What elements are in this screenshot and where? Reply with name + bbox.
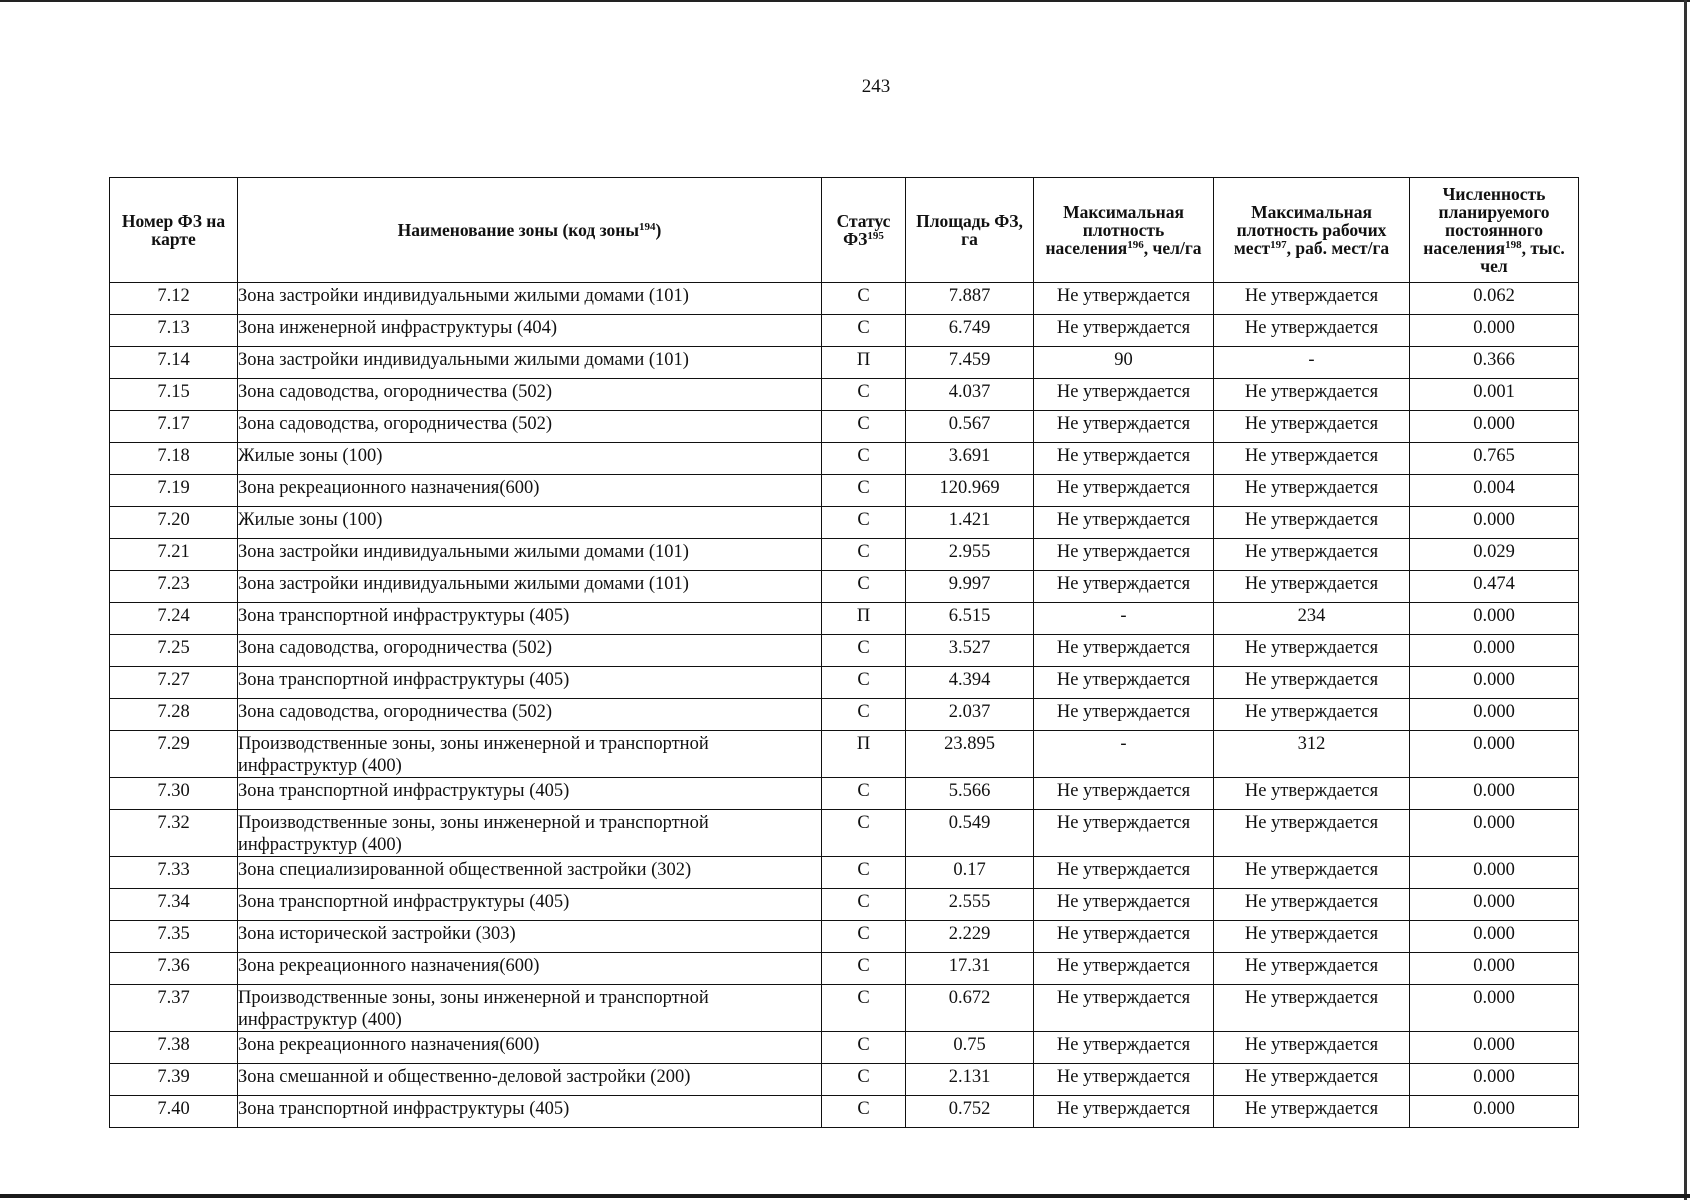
cell-population-density: Не утверждается bbox=[1034, 507, 1214, 539]
header-zone-name: Наименование зоны (код зоны$^{194}$) bbox=[238, 178, 822, 283]
cell-zone-area: 6.515 bbox=[906, 603, 1034, 635]
cell-planned-population: 0.000 bbox=[1410, 635, 1579, 667]
cell-population-density: Не утверждается bbox=[1034, 315, 1214, 347]
cell-population-density: Не утверждается bbox=[1034, 379, 1214, 411]
cell-zone-name: Производственные зоны, зоны инженерной и транспортной инфраструктур (400) bbox=[238, 985, 822, 1032]
table-row bbox=[110, 347, 1579, 379]
cell-zone-number: 7.28 bbox=[110, 699, 238, 731]
cell-population-density: Не утверждается bbox=[1034, 699, 1214, 731]
cell-zone-number: 7.40 bbox=[110, 1096, 238, 1128]
cell-zone-area: 6.749 bbox=[906, 315, 1034, 347]
cell-population-density: Не утверждается bbox=[1034, 1032, 1214, 1064]
cell-zone-number: 7.19 bbox=[110, 475, 238, 507]
cell-job-density: 312 bbox=[1214, 731, 1410, 778]
cell-planned-population: 0.000 bbox=[1410, 953, 1579, 985]
cell-zone-area: 2.555 bbox=[906, 889, 1034, 921]
cell-population-density: Не утверждается bbox=[1034, 411, 1214, 443]
cell-job-density: Не утверждается bbox=[1214, 667, 1410, 699]
table-row bbox=[110, 667, 1579, 699]
cell-job-density: Не утверждается bbox=[1214, 475, 1410, 507]
cell-zone-number: 7.39 bbox=[110, 1064, 238, 1096]
table-row bbox=[110, 889, 1579, 921]
cell-zone-name: Зона рекреационного назначения(600) bbox=[238, 475, 822, 507]
cell-zone-status: С bbox=[822, 315, 906, 347]
cell-job-density: Не утверждается bbox=[1214, 857, 1410, 889]
zones-table bbox=[109, 177, 1579, 1128]
cell-zone-name: Зона садоводства, огородничества (502) bbox=[238, 635, 822, 667]
table-row bbox=[110, 857, 1579, 889]
cell-job-density: Не утверждается bbox=[1214, 953, 1410, 985]
cell-zone-number: 7.14 bbox=[110, 347, 238, 379]
cell-planned-population: 0.000 bbox=[1410, 1064, 1579, 1096]
table-row bbox=[110, 603, 1579, 635]
cell-zone-status: С bbox=[822, 283, 906, 315]
cell-job-density: Не утверждается bbox=[1214, 810, 1410, 857]
cell-zone-area: 17.31 bbox=[906, 953, 1034, 985]
cell-planned-population: 0.000 bbox=[1410, 667, 1579, 699]
table-row bbox=[110, 443, 1579, 475]
table-row bbox=[110, 1096, 1579, 1128]
cell-zone-area: 4.037 bbox=[906, 379, 1034, 411]
table-row bbox=[110, 731, 1579, 778]
cell-zone-area: 0.17 bbox=[906, 857, 1034, 889]
cell-job-density: Не утверждается bbox=[1214, 699, 1410, 731]
cell-planned-population: 0.004 bbox=[1410, 475, 1579, 507]
cell-zone-name: Зона застройки индивидуальными жилыми домами (101) bbox=[238, 571, 822, 603]
cell-job-density: Не утверждается bbox=[1214, 443, 1410, 475]
cell-zone-status: С bbox=[822, 411, 906, 443]
cell-population-density: Не утверждается bbox=[1034, 778, 1214, 810]
cell-zone-status: С bbox=[822, 889, 906, 921]
table-row bbox=[110, 315, 1579, 347]
cell-zone-number: 7.38 bbox=[110, 1032, 238, 1064]
cell-zone-status: С bbox=[822, 667, 906, 699]
cell-population-density: Не утверждается bbox=[1034, 539, 1214, 571]
cell-zone-number: 7.36 bbox=[110, 953, 238, 985]
cell-zone-area: 7.887 bbox=[906, 283, 1034, 315]
cell-zone-status: П bbox=[822, 603, 906, 635]
table-row bbox=[110, 1064, 1579, 1096]
cell-zone-number: 7.35 bbox=[110, 921, 238, 953]
cell-planned-population: 0.000 bbox=[1410, 1032, 1579, 1064]
cell-zone-status: С bbox=[822, 857, 906, 889]
cell-zone-status: П bbox=[822, 347, 906, 379]
cell-population-density: Не утверждается bbox=[1034, 953, 1214, 985]
cell-zone-name: Зона исторической застройки (303) bbox=[238, 921, 822, 953]
cell-zone-number: 7.20 bbox=[110, 507, 238, 539]
table-row bbox=[110, 635, 1579, 667]
cell-zone-number: 7.30 bbox=[110, 778, 238, 810]
cell-job-density: Не утверждается bbox=[1214, 283, 1410, 315]
table-row bbox=[110, 921, 1579, 953]
cell-zone-status: С bbox=[822, 1064, 906, 1096]
cell-zone-status: С bbox=[822, 571, 906, 603]
table-row bbox=[110, 810, 1579, 857]
table-header-row bbox=[110, 178, 1579, 283]
cell-planned-population: 0.000 bbox=[1410, 889, 1579, 921]
cell-zone-area: 0.75 bbox=[906, 1032, 1034, 1064]
cell-job-density: Не утверждается bbox=[1214, 1096, 1410, 1128]
cell-job-density: Не утверждается bbox=[1214, 411, 1410, 443]
scan-edge-top bbox=[0, 0, 1690, 2]
cell-zone-number: 7.17 bbox=[110, 411, 238, 443]
cell-zone-number: 7.29 bbox=[110, 731, 238, 778]
cell-zone-number: 7.32 bbox=[110, 810, 238, 857]
cell-job-density: Не утверждается bbox=[1214, 985, 1410, 1032]
cell-population-density: Не утверждается bbox=[1034, 889, 1214, 921]
cell-zone-area: 3.691 bbox=[906, 443, 1034, 475]
cell-zone-name: Производственные зоны, зоны инженерной и транспортной инфраструктур (400) bbox=[238, 731, 822, 778]
cell-planned-population: 0.000 bbox=[1410, 411, 1579, 443]
cell-zone-name: Зона застройки индивидуальными жилыми домами (101) bbox=[238, 283, 822, 315]
cell-planned-population: 0.474 bbox=[1410, 571, 1579, 603]
cell-zone-name: Зона специализированной общественной застройки (302) bbox=[238, 857, 822, 889]
cell-zone-name: Зона транспортной инфраструктуры (405) bbox=[238, 603, 822, 635]
cell-zone-area: 1.421 bbox=[906, 507, 1034, 539]
cell-planned-population: 0.000 bbox=[1410, 699, 1579, 731]
cell-zone-area: 4.394 bbox=[906, 667, 1034, 699]
table-row bbox=[110, 953, 1579, 985]
cell-zone-number: 7.13 bbox=[110, 315, 238, 347]
cell-zone-name: Зона садоводства, огородничества (502) bbox=[238, 379, 822, 411]
cell-planned-population: 0.000 bbox=[1410, 603, 1579, 635]
cell-planned-population: 0.000 bbox=[1410, 731, 1579, 778]
cell-job-density: Не утверждается bbox=[1214, 635, 1410, 667]
cell-zone-name: Зона застройки индивидуальными жилыми домами (101) bbox=[238, 347, 822, 379]
cell-job-density: Не утверждается bbox=[1214, 921, 1410, 953]
cell-population-density: Не утверждается bbox=[1034, 1064, 1214, 1096]
cell-job-density: Не утверждается bbox=[1214, 1032, 1410, 1064]
table-row bbox=[110, 571, 1579, 603]
cell-zone-name: Зона транспортной инфраструктуры (405) bbox=[238, 1096, 822, 1128]
header-job-density: Максимальная плотность рабочих мест$^{197}$, раб. мест/га bbox=[1214, 178, 1410, 283]
cell-population-density: Не утверждается bbox=[1034, 571, 1214, 603]
header-zone-number: Номер ФЗ на карте bbox=[110, 178, 238, 283]
table-row bbox=[110, 379, 1579, 411]
cell-zone-number: 7.33 bbox=[110, 857, 238, 889]
cell-zone-number: 7.18 bbox=[110, 443, 238, 475]
cell-zone-status: С bbox=[822, 443, 906, 475]
cell-planned-population: 0.000 bbox=[1410, 921, 1579, 953]
table-row bbox=[110, 411, 1579, 443]
table-row bbox=[110, 475, 1579, 507]
cell-zone-area: 0.752 bbox=[906, 1096, 1034, 1128]
cell-planned-population: 0.000 bbox=[1410, 857, 1579, 889]
table-row bbox=[110, 1032, 1579, 1064]
cell-zone-status: П bbox=[822, 731, 906, 778]
cell-population-density: Не утверждается bbox=[1034, 1096, 1214, 1128]
table-row bbox=[110, 283, 1579, 315]
cell-population-density: Не утверждается bbox=[1034, 857, 1214, 889]
header-zone-area: Площадь ФЗ, га bbox=[906, 178, 1034, 283]
cell-population-density: Не утверждается bbox=[1034, 810, 1214, 857]
cell-zone-status: С bbox=[822, 699, 906, 731]
cell-zone-name: Зона садоводства, огородничества (502) bbox=[238, 699, 822, 731]
cell-planned-population: 0.000 bbox=[1410, 810, 1579, 857]
cell-zone-name: Зона рекреационного назначения(600) bbox=[238, 953, 822, 985]
cell-zone-name: Зона смешанной и общественно-деловой застройки (200) bbox=[238, 1064, 822, 1096]
cell-zone-status: С bbox=[822, 953, 906, 985]
cell-population-density: - bbox=[1034, 603, 1214, 635]
cell-zone-area: 3.527 bbox=[906, 635, 1034, 667]
cell-zone-area: 0.672 bbox=[906, 985, 1034, 1032]
cell-zone-status: С bbox=[822, 1032, 906, 1064]
cell-zone-number: 7.15 bbox=[110, 379, 238, 411]
table-row bbox=[110, 507, 1579, 539]
cell-zone-area: 2.037 bbox=[906, 699, 1034, 731]
cell-population-density: Не утверждается bbox=[1034, 667, 1214, 699]
cell-job-density: Не утверждается bbox=[1214, 315, 1410, 347]
cell-zone-name: Зона инженерной инфраструктуры (404) bbox=[238, 315, 822, 347]
header-population-density: Максимальная плотность населения$^{196}$, чел/га bbox=[1034, 178, 1214, 283]
cell-zone-name: Жилые зоны (100) bbox=[238, 507, 822, 539]
cell-job-density: Не утверждается bbox=[1214, 571, 1410, 603]
cell-zone-status: С bbox=[822, 778, 906, 810]
cell-population-density: - bbox=[1034, 731, 1214, 778]
cell-zone-area: 9.997 bbox=[906, 571, 1034, 603]
cell-population-density: Не утверждается bbox=[1034, 443, 1214, 475]
cell-zone-name: Жилые зоны (100) bbox=[238, 443, 822, 475]
cell-zone-name: Производственные зоны, зоны инженерной и транспортной инфраструктур (400) bbox=[238, 810, 822, 857]
cell-zone-name: Зона транспортной инфраструктуры (405) bbox=[238, 778, 822, 810]
cell-job-density: Не утверждается bbox=[1214, 1064, 1410, 1096]
cell-zone-status: С bbox=[822, 507, 906, 539]
cell-zone-area: 23.895 bbox=[906, 731, 1034, 778]
cell-zone-number: 7.23 bbox=[110, 571, 238, 603]
cell-zone-number: 7.24 bbox=[110, 603, 238, 635]
header-zone-status: Статус ФЗ$^{195}$ bbox=[822, 178, 906, 283]
cell-zone-area: 120.969 bbox=[906, 475, 1034, 507]
cell-zone-status: С bbox=[822, 810, 906, 857]
cell-zone-status: С bbox=[822, 539, 906, 571]
cell-planned-population: 0.029 bbox=[1410, 539, 1579, 571]
cell-zone-status: С bbox=[822, 635, 906, 667]
cell-zone-number: 7.27 bbox=[110, 667, 238, 699]
cell-job-density: Не утверждается bbox=[1214, 379, 1410, 411]
cell-zone-area: 0.567 bbox=[906, 411, 1034, 443]
cell-job-density: Не утверждается bbox=[1214, 507, 1410, 539]
cell-population-density: Не утверждается bbox=[1034, 921, 1214, 953]
page-number: 243 bbox=[861, 76, 891, 97]
cell-zone-number: 7.12 bbox=[110, 283, 238, 315]
table-body bbox=[110, 283, 1579, 1128]
cell-planned-population: 0.062 bbox=[1410, 283, 1579, 315]
cell-zone-area: 0.549 bbox=[906, 810, 1034, 857]
cell-zone-name: Зона застройки индивидуальными жилыми домами (101) bbox=[238, 539, 822, 571]
scan-edge-right bbox=[1684, 0, 1687, 1200]
cell-zone-name: Зона рекреационного назначения(600) bbox=[238, 1032, 822, 1064]
cell-zone-name: Зона транспортной инфраструктуры (405) bbox=[238, 889, 822, 921]
table-row bbox=[110, 778, 1579, 810]
cell-zone-status: С bbox=[822, 921, 906, 953]
cell-planned-population: 0.000 bbox=[1410, 1096, 1579, 1128]
cell-population-density: 90 bbox=[1034, 347, 1214, 379]
cell-zone-area: 2.131 bbox=[906, 1064, 1034, 1096]
cell-planned-population: 0.001 bbox=[1410, 379, 1579, 411]
cell-planned-population: 0.000 bbox=[1410, 985, 1579, 1032]
table-row bbox=[110, 539, 1579, 571]
cell-zone-area: 2.955 bbox=[906, 539, 1034, 571]
table-row bbox=[110, 985, 1579, 1032]
cell-planned-population: 0.765 bbox=[1410, 443, 1579, 475]
cell-zone-name: Зона транспортной инфраструктуры (405) bbox=[238, 667, 822, 699]
cell-population-density: Не утверждается bbox=[1034, 985, 1214, 1032]
table-row bbox=[110, 699, 1579, 731]
cell-population-density: Не утверждается bbox=[1034, 635, 1214, 667]
cell-planned-population: 0.000 bbox=[1410, 507, 1579, 539]
cell-zone-area: 5.566 bbox=[906, 778, 1034, 810]
cell-job-density: 234 bbox=[1214, 603, 1410, 635]
cell-job-density: Не утверждается bbox=[1214, 539, 1410, 571]
cell-zone-number: 7.37 bbox=[110, 985, 238, 1032]
header-planned-population: Численность планируемого постоянного населения$^{198}$, тыс. чел bbox=[1410, 178, 1579, 283]
cell-planned-population: 0.000 bbox=[1410, 778, 1579, 810]
cell-zone-status: С bbox=[822, 1096, 906, 1128]
cell-job-density: - bbox=[1214, 347, 1410, 379]
cell-zone-area: 2.229 bbox=[906, 921, 1034, 953]
cell-zone-number: 7.25 bbox=[110, 635, 238, 667]
cell-zone-number: 7.34 bbox=[110, 889, 238, 921]
cell-population-density: Не утверждается bbox=[1034, 475, 1214, 507]
cell-zone-status: С bbox=[822, 985, 906, 1032]
cell-planned-population: 0.000 bbox=[1410, 315, 1579, 347]
cell-job-density: Не утверждается bbox=[1214, 889, 1410, 921]
cell-zone-number: 7.21 bbox=[110, 539, 238, 571]
cell-zone-status: С bbox=[822, 379, 906, 411]
cell-population-density: Не утверждается bbox=[1034, 283, 1214, 315]
cell-planned-population: 0.366 bbox=[1410, 347, 1579, 379]
cell-zone-area: 7.459 bbox=[906, 347, 1034, 379]
cell-zone-name: Зона садоводства, огородничества (502) bbox=[238, 411, 822, 443]
cell-zone-status: С bbox=[822, 475, 906, 507]
cell-job-density: Не утверждается bbox=[1214, 778, 1410, 810]
scan-edge-bottom bbox=[0, 1194, 1690, 1198]
